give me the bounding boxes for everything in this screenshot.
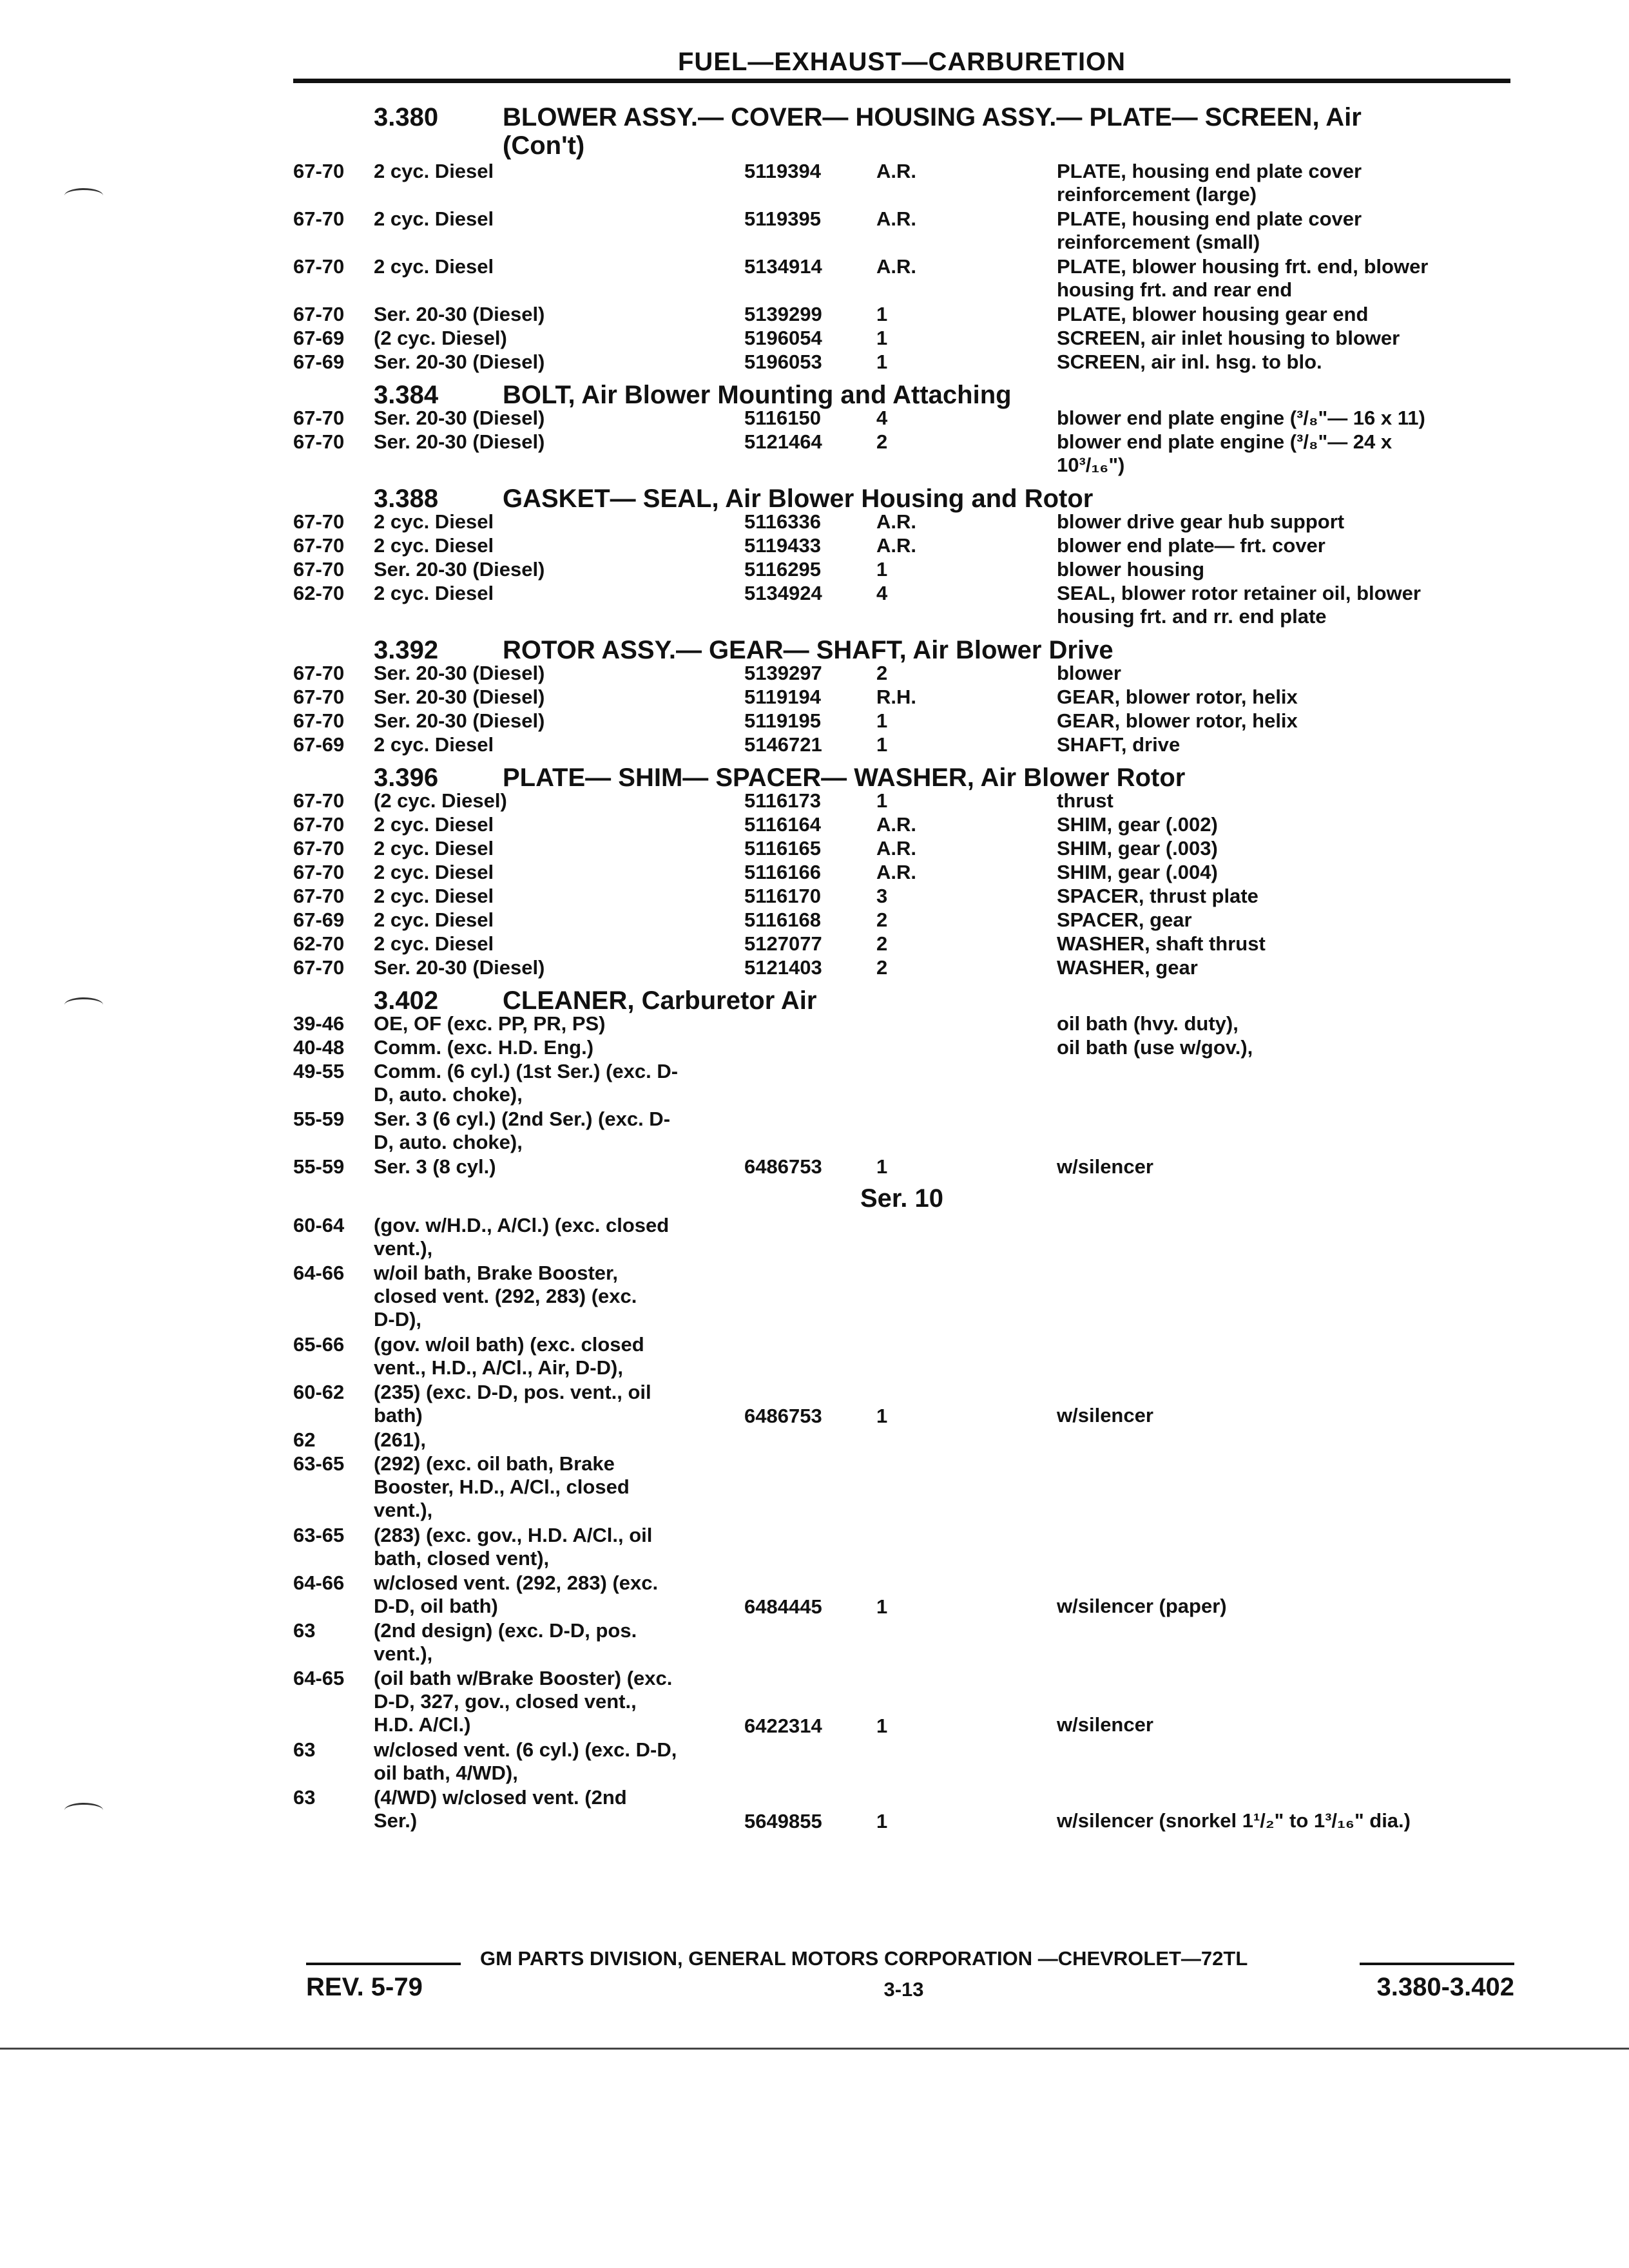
description: w/silencer (snorkel 1¹/₂" to 1³/₁₆" dia.)	[1057, 1809, 1411, 1832]
parts-row	[293, 1262, 1514, 1333]
parts-row	[293, 1452, 1514, 1524]
header-rule	[293, 79, 1510, 83]
parts-row	[293, 885, 1514, 908]
description: blower	[1057, 662, 1121, 684]
part-number: 5146721	[744, 733, 822, 756]
description: w/silencer	[1057, 1155, 1153, 1178]
subheading-text: Ser. 10	[860, 1184, 944, 1213]
description: SHIM, gear (.003)	[1057, 837, 1218, 860]
model-years: 62	[293, 1428, 316, 1451]
application: (2 cyc. Diesel)	[374, 789, 507, 812]
footer-rule-left	[306, 1963, 461, 1965]
model-years: 67-70	[293, 885, 345, 907]
description: blower end plate engine (³/₈"— 24 x 10³/₁₆")	[1057, 430, 1393, 476]
section-number: 3.392	[374, 636, 439, 664]
model-years: 62-70	[293, 582, 345, 604]
parts-row	[293, 662, 1514, 686]
part-number: 5127077	[744, 932, 822, 955]
quantity: 1	[876, 1595, 888, 1618]
part-number: 6486753	[744, 1405, 822, 1427]
part-number: 5119395	[744, 207, 821, 230]
part-number: 5116166	[744, 861, 821, 883]
application: Ser. 20-30 (Diesel)	[374, 709, 545, 732]
part-number: 5116150	[744, 407, 821, 429]
quantity: 1	[876, 1810, 888, 1832]
application: 2 cyc. Diesel	[374, 861, 494, 883]
description: SHIM, gear (.004)	[1057, 861, 1218, 883]
section-heading	[293, 757, 1514, 792]
application: (261),	[374, 1428, 426, 1451]
quantity: 4	[876, 407, 888, 429]
parts-row	[293, 1012, 1514, 1036]
section-number: 3.396	[374, 764, 439, 792]
application: 2 cyc. Diesel	[374, 510, 494, 533]
quantity: 1	[876, 1155, 888, 1178]
model-years: 67-70	[293, 789, 345, 812]
parts-row	[293, 1524, 1514, 1571]
part-number: 5139299	[744, 303, 822, 325]
application: 2 cyc. Diesel	[374, 932, 494, 955]
description: SCREEN, air inl. hsg. to blo.	[1057, 351, 1322, 373]
parts-row	[293, 861, 1514, 885]
parts-row	[293, 303, 1514, 327]
parts-row	[293, 932, 1514, 956]
description: GEAR, blower rotor, helix	[1057, 686, 1298, 708]
application: 2 cyc. Diesel	[374, 908, 494, 931]
quantity: 2	[876, 908, 888, 931]
model-years: 63-65	[293, 1524, 345, 1546]
parts-row	[293, 510, 1514, 534]
section-title: PLATE— SHIM— SPACER— WASHER, Air Blower Rotor	[503, 764, 1186, 792]
parts-row	[293, 1786, 1514, 1834]
part-number: 5134924	[744, 582, 822, 604]
description: WASHER, gear	[1057, 956, 1198, 979]
quantity: 2	[876, 956, 888, 979]
description: w/silencer (paper)	[1057, 1595, 1227, 1617]
page-title: FUEL—EXHAUST—CARBURETION	[677, 48, 1126, 76]
application: Ser. 20-30 (Diesel)	[374, 956, 545, 979]
application: 2 cyc. Diesel	[374, 255, 494, 278]
quantity: 4	[876, 582, 888, 604]
quantity: A.R.	[876, 255, 916, 278]
quantity: A.R.	[876, 837, 916, 860]
description: blower drive gear hub support	[1057, 510, 1345, 533]
model-years: 67-70	[293, 558, 345, 581]
quantity: 2	[876, 932, 888, 955]
model-years: 67-70	[293, 837, 345, 860]
model-years: 67-70	[293, 407, 345, 429]
section-heading	[293, 980, 1514, 1015]
application: 2 cyc. Diesel	[374, 885, 494, 907]
part-number: 5121403	[744, 956, 822, 979]
description: w/silencer	[1057, 1404, 1153, 1427]
part-number: 5196054	[744, 327, 822, 349]
description: SPACER, gear	[1057, 908, 1192, 931]
quantity: 1	[876, 1405, 888, 1427]
model-years: 63-65	[293, 1452, 345, 1475]
application: (4/WD) w/closed vent. (2nd Ser.)	[374, 1786, 627, 1832]
application: w/closed vent. (292, 283) (exc. D-D, oil bath)	[374, 1571, 659, 1617]
parts-row	[293, 160, 1514, 207]
description: blower end plate— frt. cover	[1057, 534, 1325, 557]
model-years: 67-70	[293, 207, 345, 230]
footer-corporation: GM PARTS DIVISION, GENERAL MOTORS CORPORATION —CHEVROLET—72TL	[480, 1947, 1248, 1970]
parts-row	[293, 1667, 1514, 1738]
application: (2nd design) (exc. D-D, pos. vent.),	[374, 1619, 637, 1665]
model-years: 67-70	[293, 534, 345, 557]
part-number: 5119433	[744, 534, 821, 557]
model-years: 63	[293, 1786, 316, 1809]
quantity: 3	[876, 885, 888, 907]
part-number: 5649855	[744, 1810, 822, 1832]
parts-row	[293, 837, 1514, 861]
part-number: 5119194	[744, 686, 821, 708]
description: WASHER, shaft thrust	[1057, 932, 1266, 955]
part-number: 5134914	[744, 255, 822, 278]
quantity: 1	[876, 789, 888, 812]
quantity: 1	[876, 709, 888, 732]
model-years: 67-69	[293, 908, 345, 931]
application: Comm. (6 cyl.) (1st Ser.) (exc. D- D, auto. choke),	[374, 1060, 679, 1106]
description: blower housing	[1057, 558, 1205, 581]
model-years: 40-48	[293, 1036, 345, 1059]
section-number: 3.384	[374, 381, 439, 409]
revision-date: REV. 5-79	[306, 1973, 423, 2001]
quantity: A.R.	[876, 813, 916, 836]
model-years: 63	[293, 1619, 316, 1642]
section-heading	[293, 97, 1514, 160]
application: (235) (exc. D-D, pos. vent., oil bath)	[374, 1381, 651, 1427]
model-years: 67-70	[293, 813, 345, 836]
application: Ser. 20-30 (Diesel)	[374, 686, 545, 708]
parts-row	[293, 1214, 1514, 1262]
part-number: 5139297	[744, 662, 822, 684]
description: SHIM, gear (.002)	[1057, 813, 1218, 836]
application: (2 cyc. Diesel)	[374, 327, 507, 349]
quantity: 2	[876, 662, 888, 684]
quantity: R.H.	[876, 686, 916, 708]
part-number: 5116165	[744, 837, 821, 860]
model-years: 67-70	[293, 662, 345, 684]
parts-row	[293, 908, 1514, 932]
quantity: 1	[876, 558, 888, 581]
quantity: 1	[876, 327, 888, 349]
application: Ser. 20-30 (Diesel)	[374, 407, 545, 429]
model-years: 67-70	[293, 861, 345, 883]
parts-row	[293, 558, 1514, 582]
parts-row	[293, 430, 1514, 478]
parts-catalog-body	[293, 97, 1514, 1834]
quantity: 1	[876, 733, 888, 756]
application: Ser. 3 (8 cyl.)	[374, 1155, 496, 1178]
section-number: 3.380	[374, 103, 439, 131]
application: Ser. 20-30 (Diesel)	[374, 303, 545, 325]
margin-mark	[64, 188, 103, 203]
model-years: 67-70	[293, 510, 345, 533]
application: 2 cyc. Diesel	[374, 582, 494, 604]
description: PLATE, housing end plate cover reinforcement (large)	[1057, 160, 1362, 206]
description: SEAL, blower rotor retainer oil, blower housing frt. and rr. end plate	[1057, 582, 1421, 628]
description: SHAFT, drive	[1057, 733, 1181, 756]
margin-mark	[64, 997, 103, 1012]
model-years: 67-70	[293, 303, 345, 325]
part-number: 6484445	[744, 1595, 822, 1618]
quantity: A.R.	[876, 160, 916, 182]
page-number: 3-13	[883, 1978, 924, 2001]
description: PLATE, blower housing gear end	[1057, 303, 1369, 325]
model-years: 63	[293, 1738, 316, 1761]
page-header	[293, 19, 1510, 84]
section-heading	[293, 629, 1514, 662]
application: 2 cyc. Diesel	[374, 733, 494, 756]
application: (283) (exc. gov., H.D. A/Cl., oil bath, closed vent),	[374, 1524, 653, 1570]
footer-rule-right	[1360, 1963, 1514, 1965]
section-number: 3.402	[374, 986, 439, 1015]
application: Ser. 20-30 (Diesel)	[374, 430, 545, 453]
parts-row	[293, 1333, 1514, 1381]
parts-row	[293, 207, 1514, 255]
parts-row	[293, 1571, 1514, 1619]
parts-row	[293, 956, 1514, 980]
application: Ser. 20-30 (Diesel)	[374, 662, 545, 684]
parts-row	[293, 407, 1514, 430]
parts-row	[293, 813, 1514, 837]
section-title: CLEANER, Carburetor Air	[503, 986, 817, 1015]
quantity: 1	[876, 351, 888, 373]
ser-10-subheading	[293, 1179, 1514, 1214]
application: w/closed vent. (6 cyl.) (exc. D-D, oil bath, 4/WD),	[374, 1738, 677, 1784]
application: Ser. 20-30 (Diesel)	[374, 558, 545, 581]
model-years: 62-70	[293, 932, 345, 955]
application: 2 cyc. Diesel	[374, 813, 494, 836]
parts-row	[293, 1108, 1514, 1155]
application: Comm. (exc. H.D. Eng.)	[374, 1036, 594, 1059]
application: (gov. w/oil bath) (exc. closed vent., H.D., A/Cl., Air, D-D),	[374, 1333, 644, 1379]
description: thrust	[1057, 789, 1113, 812]
description: oil bath (use w/gov.),	[1057, 1036, 1253, 1059]
parts-row	[293, 733, 1514, 757]
parts-row	[293, 582, 1514, 629]
model-years: 67-70	[293, 709, 345, 732]
model-years: 49-55	[293, 1060, 345, 1082]
parts-row	[293, 1381, 1514, 1428]
section-title: BOLT, Air Blower Mounting and Attaching	[503, 381, 1012, 409]
parts-row	[293, 709, 1514, 733]
model-years: 67-70	[293, 686, 345, 708]
quantity: 1	[876, 303, 888, 325]
parts-row	[293, 327, 1514, 351]
application: 2 cyc. Diesel	[374, 534, 494, 557]
model-years: 67-70	[293, 160, 345, 182]
model-years: 67-70	[293, 430, 345, 453]
description: GEAR, blower rotor, helix	[1057, 709, 1298, 732]
part-number: 6486753	[744, 1155, 822, 1178]
quantity: 1	[876, 1715, 888, 1737]
bottom-rule	[0, 2048, 1629, 2050]
section-range: 3.380-3.402	[1376, 1973, 1514, 2001]
part-number: 5116295	[744, 558, 821, 581]
model-years: 64-66	[293, 1262, 345, 1284]
quantity: 2	[876, 430, 888, 453]
model-years: 65-66	[293, 1333, 345, 1356]
model-years: 55-59	[293, 1155, 345, 1178]
description: PLATE, blower housing frt. end, blower housing frt. and rear end	[1057, 255, 1429, 301]
application: 2 cyc. Diesel	[374, 837, 494, 860]
part-number: 6422314	[744, 1715, 822, 1737]
application: OE, OF (exc. PP, PR, PS)	[374, 1012, 606, 1035]
part-number: 5121464	[744, 430, 822, 453]
model-years: 67-70	[293, 956, 345, 979]
description: PLATE, housing end plate cover reinforcement (small)	[1057, 207, 1362, 253]
description: blower end plate engine (³/₈"— 16 x 11)	[1057, 407, 1425, 429]
part-number: 5116164	[744, 813, 821, 836]
section-heading	[293, 374, 1514, 407]
application: 2 cyc. Diesel	[374, 207, 494, 230]
parts-row	[293, 1428, 1514, 1452]
description: SCREEN, air inlet housing to blower	[1057, 327, 1400, 349]
page-footer	[293, 1939, 1514, 2010]
parts-row	[293, 255, 1514, 303]
part-number: 5116170	[744, 885, 821, 907]
part-number: 5116336	[744, 510, 821, 533]
application: Ser. 3 (6 cyl.) (2nd Ser.) (exc. D- D, auto. choke),	[374, 1108, 671, 1153]
margin-mark	[64, 1803, 103, 1818]
model-years: 60-64	[293, 1214, 345, 1236]
section-title: BLOWER ASSY.— COVER— HOUSING ASSY.— PLATE— SCREEN, Air (Con't)	[503, 103, 1362, 160]
application: Ser. 20-30 (Diesel)	[374, 351, 545, 373]
section-heading	[293, 478, 1514, 513]
model-years: 67-69	[293, 327, 345, 349]
parts-row	[293, 686, 1514, 709]
part-number: 5119195	[744, 709, 821, 732]
model-years: 64-66	[293, 1571, 345, 1594]
application: (oil bath w/Brake Booster) (exc. D-D, 327, gov., closed vent., H.D. A/Cl.)	[374, 1667, 673, 1736]
model-years: 67-70	[293, 255, 345, 278]
parts-row	[293, 534, 1514, 558]
part-number: 5116173	[744, 789, 821, 812]
description: oil bath (hvy. duty),	[1057, 1012, 1239, 1035]
model-years: 64-65	[293, 1667, 345, 1689]
part-number: 5116168	[744, 908, 821, 931]
part-number: 5196053	[744, 351, 822, 373]
application: (292) (exc. oil bath, Brake Booster, H.D., A/Cl., closed vent.),	[374, 1452, 630, 1521]
quantity: A.R.	[876, 510, 916, 533]
model-years: 67-69	[293, 733, 345, 756]
model-years: 55-59	[293, 1108, 345, 1130]
parts-row	[293, 1619, 1514, 1667]
description: SPACER, thrust plate	[1057, 885, 1258, 907]
quantity: A.R.	[876, 207, 916, 230]
parts-row	[293, 789, 1514, 813]
parts-row	[293, 1155, 1514, 1179]
application: 2 cyc. Diesel	[374, 160, 494, 182]
quantity: A.R.	[876, 861, 916, 883]
model-years: 39-46	[293, 1012, 345, 1035]
quantity: A.R.	[876, 534, 916, 557]
parts-row	[293, 1060, 1514, 1108]
section-title: GASKET— SEAL, Air Blower Housing and Rotor	[503, 485, 1094, 513]
model-years: 67-69	[293, 351, 345, 373]
part-number: 5119394	[744, 160, 821, 182]
parts-row	[293, 1036, 1514, 1060]
parts-row	[293, 1738, 1514, 1786]
parts-row	[293, 351, 1514, 374]
application: w/oil bath, Brake Booster, closed vent. (292, 283) (exc. D-D),	[374, 1262, 637, 1331]
application: (gov. w/H.D., A/Cl.) (exc. closed vent.),	[374, 1214, 670, 1260]
section-title: ROTOR ASSY.— GEAR— SHAFT, Air Blower Drive	[503, 636, 1113, 664]
model-years: 60-62	[293, 1381, 345, 1403]
description: w/silencer	[1057, 1713, 1153, 1736]
section-number: 3.388	[374, 485, 439, 513]
